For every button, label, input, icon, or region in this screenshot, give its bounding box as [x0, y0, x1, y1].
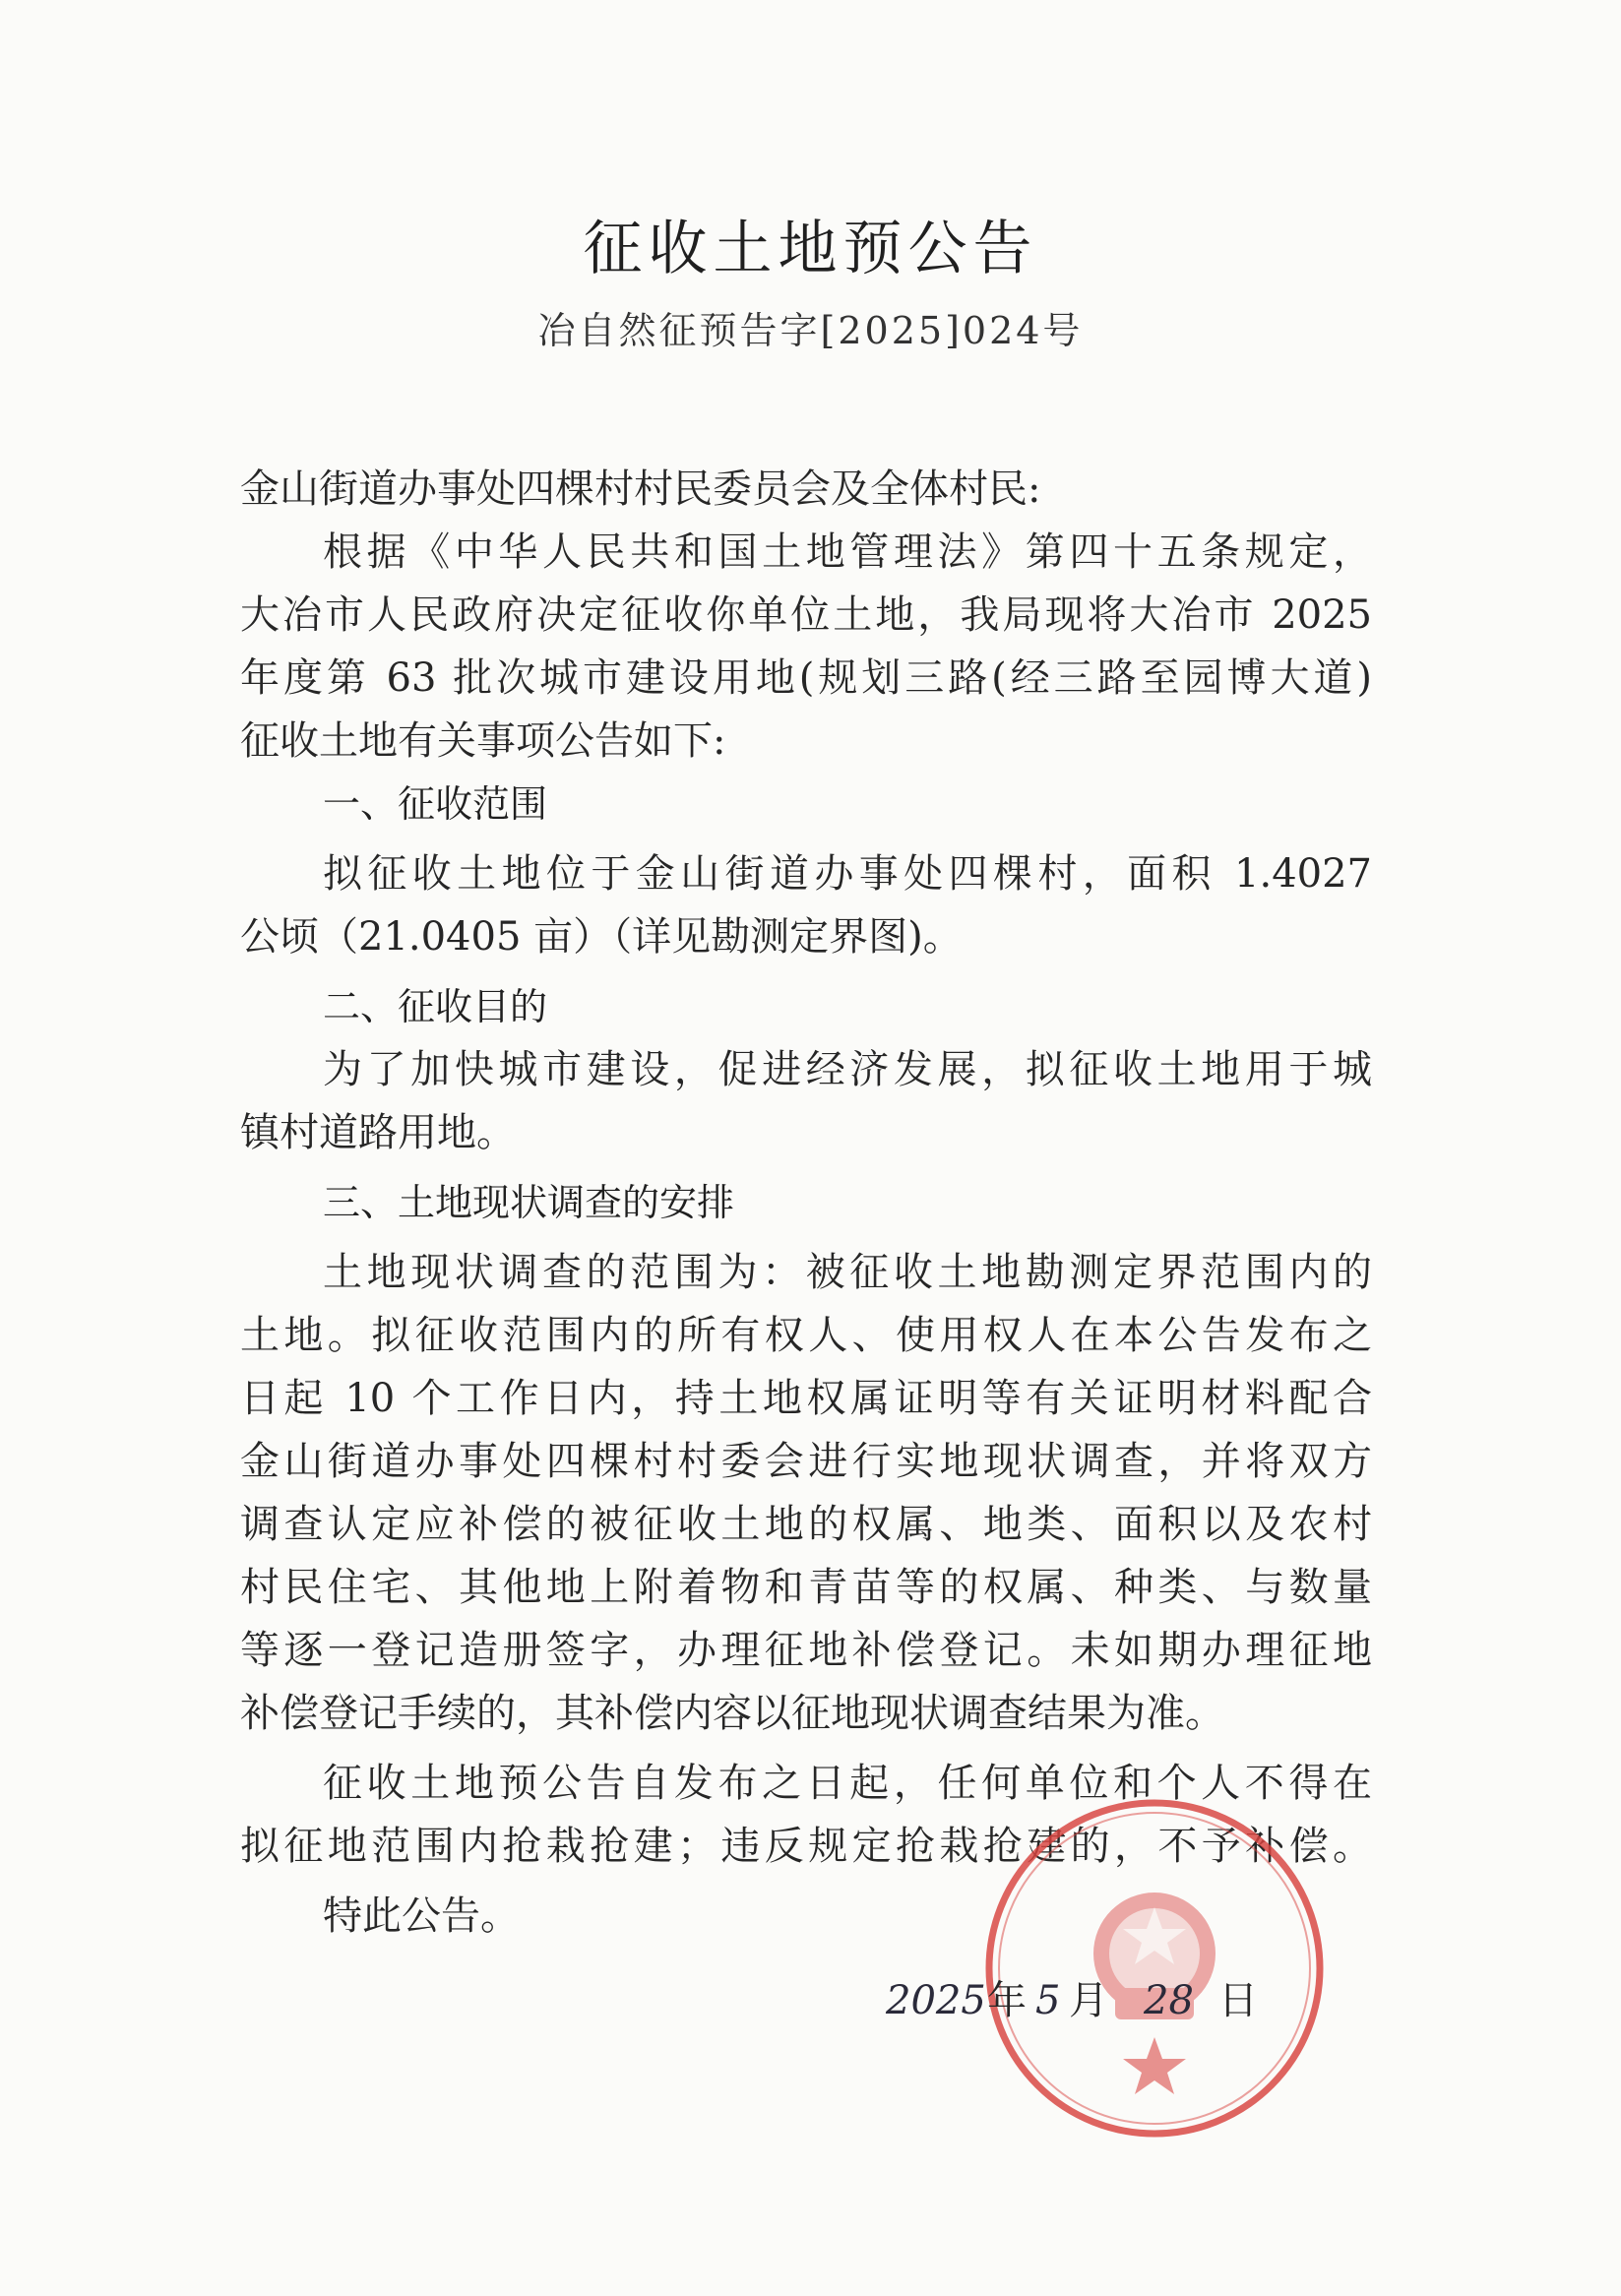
- body-line: 征收土地预公告自发布之日起，任何单位和个人不得在: [323, 1761, 1372, 1806]
- closing-line: 特此公告。: [323, 1893, 520, 1939]
- date-day: 28: [1144, 1978, 1194, 2023]
- notice-body: [240, 458, 1372, 1948]
- section-heading-scope: 一、征收范围: [323, 782, 548, 826]
- body-line: 土地。拟征收范围内的所有权人、使用权人在本公告发布之: [240, 1313, 1372, 1358]
- body-line: 大冶市人民政府决定征收你单位土地，我局现将大冶市 2025: [240, 592, 1372, 638]
- section-heading-purpose: 二、征收目的: [323, 985, 548, 1028]
- document-number: 冶自然征预告字[2025]024号: [537, 309, 1084, 352]
- body-line: 镇村道路用地。: [240, 1110, 516, 1155]
- addressee-line: 金山街道办事处四棵村村民委员会及全体村民:: [240, 466, 1041, 512]
- body-line: 金山街道办事处四棵村村委会进行实地现状调查，并将双方: [240, 1439, 1372, 1484]
- body-line: 拟征地范围内抢栽抢建；违反规定抢栽抢建的，不予补偿。: [240, 1824, 1372, 1869]
- body-line: 等逐一登记造册签字，办理征地补偿登记。未如期办理征地: [240, 1628, 1372, 1673]
- body-line: 补偿登记手续的，其补偿内容以征地现状调查结果为准。: [240, 1691, 1224, 1736]
- body-line: 调查认定应补偿的被征收土地的权属、地类、面积以及农村: [240, 1502, 1372, 1547]
- notice-title: 征收土地预公告: [583, 215, 1038, 283]
- section-heading-survey: 三、土地现状调查的安排: [323, 1181, 735, 1224]
- body-line: 征收土地有关事项公告如下:: [240, 718, 726, 764]
- date-day-char: 日: [1218, 1978, 1258, 2023]
- issue-date: [886, 1971, 1279, 2030]
- body-line: 根据《中华人民共和国土地管理法》第四十五条规定，: [323, 529, 1372, 575]
- body-line: 公顷（21.0405 亩）（详见勘测定界图)。: [240, 914, 963, 960]
- body-line: 拟征收土地位于金山街道办事处四棵村，面积 1.4027: [323, 851, 1372, 897]
- date-year: 2025: [886, 1978, 986, 2023]
- body-line: 年度第 63 批次城市建设用地(规划三路(经三路至园博大道): [240, 655, 1372, 701]
- body-line: 为了加快城市建设，促进经济发展，拟征收土地用于城: [323, 1047, 1372, 1092]
- body-line: 土地现状调查的范围为：被征收土地勘测定界范围内的: [323, 1250, 1372, 1295]
- official-seal: [977, 1791, 1332, 2145]
- body-line: 村民住宅、其他地上附着物和青苗等的权属、种类、与数量: [240, 1565, 1372, 1610]
- seal-star: [1123, 2037, 1186, 2094]
- date-year-char: 年: [987, 1978, 1027, 2023]
- date-month-char: 月: [1069, 1978, 1108, 2023]
- body-line: 日起 10 个工作日内，持土地权属证明等有关证明材料配合: [240, 1376, 1372, 1421]
- date-month: 5: [1035, 1978, 1061, 2023]
